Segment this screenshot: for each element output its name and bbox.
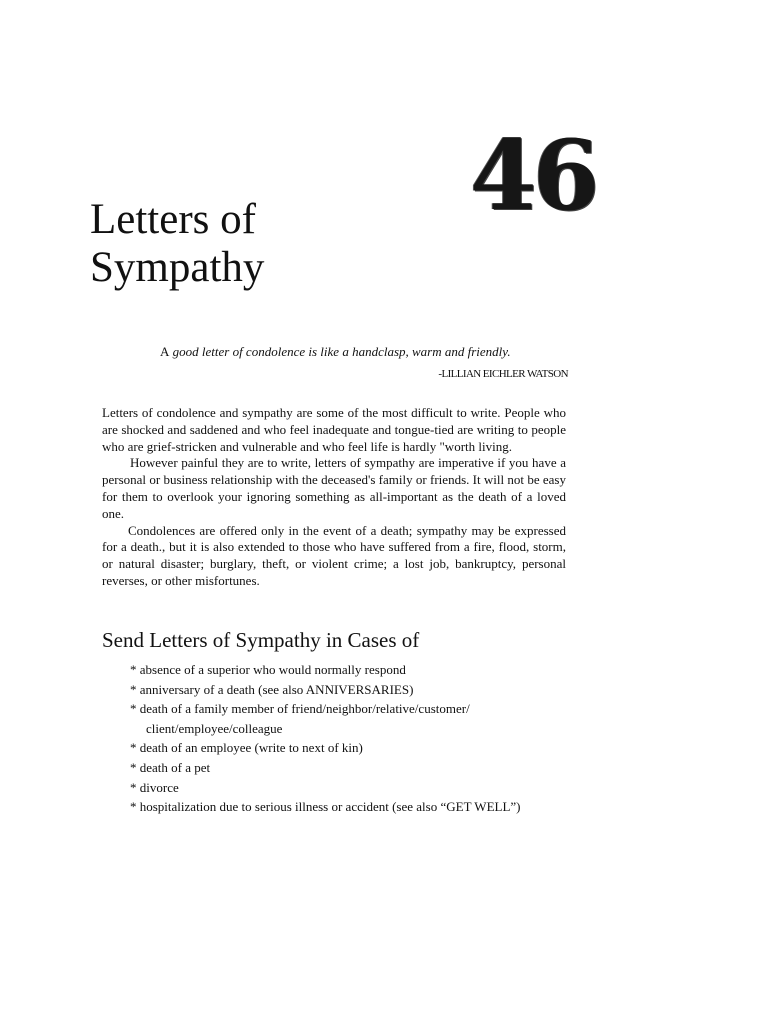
list-item-text: * hospitalization due to serious illness or accident (see also “GET WELL”) <box>130 799 521 815</box>
list-item <box>130 680 521 700</box>
epigraph <box>100 344 568 380</box>
body-text <box>102 405 566 590</box>
list-item-text: * divorce <box>130 779 179 795</box>
chapter-number: 46 <box>470 119 596 232</box>
epigraph-author: -LILLIAN EICHLER WATSON <box>438 368 568 380</box>
list-item <box>130 758 521 778</box>
sympathy-cases-list <box>130 660 521 817</box>
list-item <box>130 797 521 817</box>
section-heading: Send Letters of Sympathy in Cases of <box>102 628 420 652</box>
epigraph-quote-lead: A <box>160 344 170 359</box>
list-item-text: * absence of a superior who would normally respond <box>130 662 406 677</box>
body-paragraph: Condolences are offered only in the event of a death; sympathy may be expressed for a death., but it is also extended to those who have suffered from a fire, flood, storm, or natural disaster; burglary, theft, or violent crime; a lost job, bankruptcy, personal reverses, or other misfortunes. <box>102 522 566 588</box>
chapter-title <box>90 196 264 292</box>
list-item-text: * death of a pet <box>130 759 211 775</box>
body-paragraph: However painful they are to write, letters of sympathy are imperative if you have a personal or business relationship with the deceased's family or friends. It will not be easy for them to overlook your ignoring something as all-important as the death of a loved one. <box>102 455 566 521</box>
chapter-title-line-2: Sympathy <box>90 244 265 291</box>
list-item <box>130 778 521 798</box>
list-item-text: * death of a family member of friend/neighbor/relative/customer/ <box>130 701 470 717</box>
list-item-continuation: client/employee/colleague <box>146 720 283 736</box>
body-paragraph: Letters of condolence and sympathy are some of the most difficult to write. People who are shocked and saddened and who feel inadequate and tongue-tied are writing to people who are grief-stricken and vulnerable and who feel life is hardly "worth living. <box>102 405 566 454</box>
list-item <box>130 738 521 758</box>
list-item-text: * anniversary of a death (see also ANNIVERSARIES) <box>130 681 414 697</box>
chapter-title-line-1: Letters of <box>90 196 256 243</box>
epigraph-quote-text: good letter of condolence is like a handclasp, warm and friendly. <box>169 344 511 359</box>
list-item <box>130 699 521 738</box>
list-item-text: * death of an employee (write to next of kin) <box>130 740 363 756</box>
epigraph-quote <box>160 344 568 360</box>
list-item <box>130 660 521 680</box>
